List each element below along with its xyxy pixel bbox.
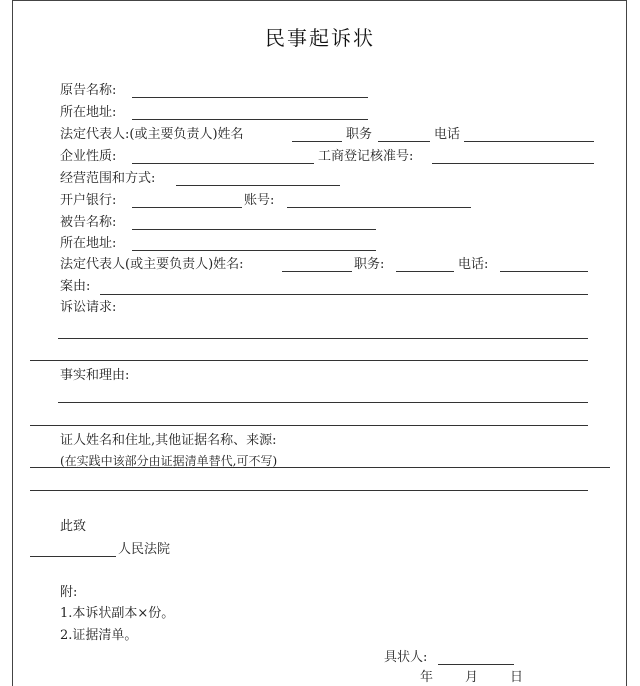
evidence-line-2[interactable] <box>30 490 588 491</box>
signer-field[interactable] <box>438 664 514 665</box>
plaintiff-address-field[interactable] <box>132 119 368 120</box>
court-name-field[interactable] <box>30 556 116 557</box>
court-suffix: 人民法院 <box>118 542 171 557</box>
defendant-position-label: 职务: <box>354 257 385 272</box>
plaintiff-name-label: 原告名称: <box>60 83 117 98</box>
defendant-rep-name-field[interactable] <box>282 271 352 272</box>
page-title: 民事起诉状 <box>265 26 375 50</box>
attachments-label: 附: <box>60 585 78 600</box>
facts-label: 事实和理由: <box>60 368 130 383</box>
attachment-item-2: 2.证据清单。 <box>60 628 138 643</box>
evidence-label: 证人姓名和住址,其他证据名称、来源: <box>60 433 277 448</box>
plaintiff-position-field[interactable] <box>378 141 430 142</box>
plaintiff-address-label: 所在地址: <box>60 105 117 120</box>
defendant-name-label: 被告名称: <box>60 215 117 230</box>
case-label: 案由: <box>60 279 91 294</box>
defendant-rep-label: 法定代表人(或主要负责人)姓名: <box>60 257 244 272</box>
enterprise-type-label: 企业性质: <box>60 149 117 164</box>
business-scope-field[interactable] <box>176 185 340 186</box>
defendant-address-field[interactable] <box>132 250 376 251</box>
defendant-position-field[interactable] <box>396 271 454 272</box>
facts-line-1[interactable] <box>58 402 588 403</box>
plaintiff-name-field[interactable] <box>132 97 368 98</box>
claims-line-2[interactable] <box>30 360 588 361</box>
evidence-line-1[interactable] <box>30 467 610 468</box>
date-month: 月 <box>465 670 479 685</box>
plaintiff-phone-label: 电话 <box>434 127 461 142</box>
document-frame <box>12 0 627 686</box>
account-label: 账号: <box>244 193 275 208</box>
facts-line-2[interactable] <box>30 425 588 426</box>
defendant-phone-label: 电话: <box>458 257 489 272</box>
plaintiff-position-label: 职务 <box>346 127 373 142</box>
evidence-note: (在实践中该部分由证据清单替代,可不写) <box>60 454 278 468</box>
bank-field[interactable] <box>132 207 242 208</box>
business-scope-label: 经营范围和方式: <box>60 171 156 186</box>
account-field[interactable] <box>287 207 471 208</box>
registration-label: 工商登记核准号: <box>318 149 414 164</box>
plaintiff-rep-label: 法定代表人:(或主要负责人)姓名 <box>60 127 244 142</box>
attachment-item-1: 1.本诉状副本×份。 <box>60 606 175 621</box>
date-year: 年 <box>420 670 434 685</box>
enterprise-type-field[interactable] <box>132 163 314 164</box>
case-field[interactable] <box>100 294 588 295</box>
claims-label: 诉讼请求: <box>60 300 117 315</box>
bank-label: 开户银行: <box>60 193 117 208</box>
salutation: 此致 <box>60 519 87 534</box>
defendant-phone-field[interactable] <box>500 271 588 272</box>
registration-field[interactable] <box>432 163 594 164</box>
claims-line-1[interactable] <box>58 338 588 339</box>
date-day: 日 <box>510 670 524 685</box>
plaintiff-rep-name-field[interactable] <box>292 141 342 142</box>
signer-label: 具状人: <box>384 650 428 665</box>
defendant-name-field[interactable] <box>132 229 376 230</box>
defendant-address-label: 所在地址: <box>60 236 117 251</box>
plaintiff-phone-field[interactable] <box>464 141 594 142</box>
